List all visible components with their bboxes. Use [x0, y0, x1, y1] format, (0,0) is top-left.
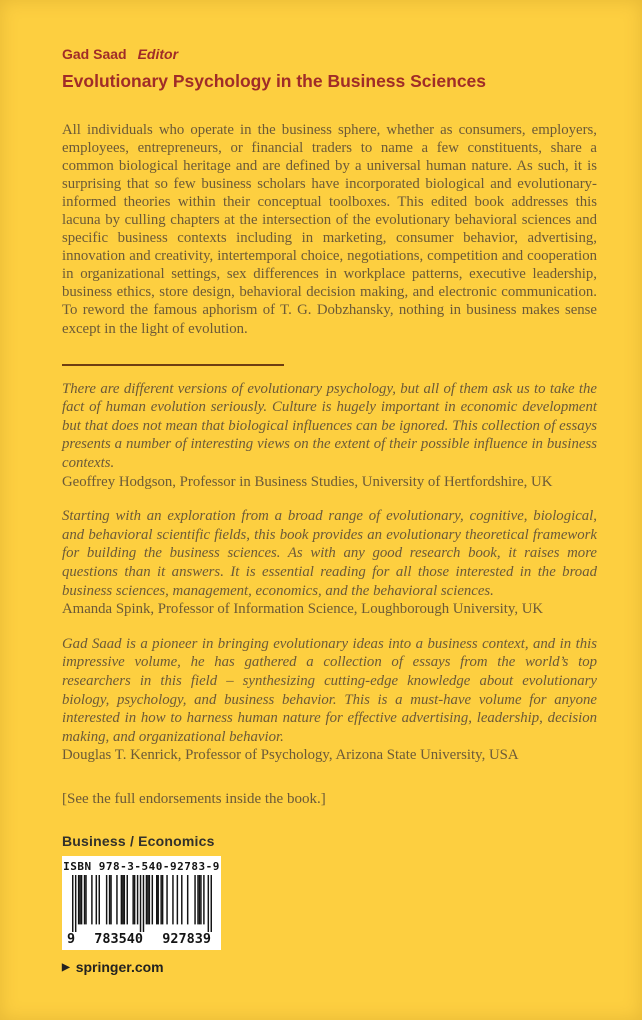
author-name: Gad Saad: [62, 46, 127, 62]
endorsement-attribution: Amanda Spink, Professor of Information Science, Loughborough University, UK: [62, 601, 544, 618]
endorsement-kenrick: [62, 635, 597, 765]
publisher-url: springer.com: [75, 959, 164, 975]
book-description: All individuals who operate in the business sphere, whether as consumers, employers, employees, entrepreneurs, or financial traders to name a few constituents, share a common biological heritage and are defined by a universal human nature. As such, it is surprising that so few business scholars have incorporated biological and evolutionary-informed theories within their conceptual toolboxes. This edited book addresses this lacuna by culling chapters at the intersection of the evolutionary behavioral sciences and specific business contexts including in marketing, consumer behavior, advertising, innovation and creativity, intertemporal choice, negotiations, competition and cooperation in organizational settings, sex differences in workplace patterns, executive leadership, business ethics, store design, behavioral decision making, and electronic communication. To reword the famous aphorism of T. G. Dobzhansky, nothing in business makes sense except in the light of evolution.: [62, 121, 597, 337]
arrow-right-icon: ▶: [62, 961, 70, 973]
endorsement-attribution: Douglas T. Kenrick, Professor of Psychology, Arizona State University, USA: [62, 747, 519, 764]
endorsement-spink: [62, 507, 597, 619]
barcode-digit-prefix: 9: [67, 931, 76, 947]
isbn-barcode: [62, 856, 221, 950]
editor-label: Editor: [137, 46, 179, 62]
endorsement-quote: There are different versions of evolutionary psychology, but all of them ask us to take the fact of human evolution seriously. Culture is hugely important in economic development but that does not mean that biological influences can be ignored. This collection of essays presents a number of interesting views on the extent of their possible influence in business contexts.: [62, 380, 597, 472]
full-endorsements-note: [See the full endorsements inside the book.]: [62, 790, 326, 807]
endorsement-hodgson: [62, 380, 597, 492]
publisher-line: [62, 959, 221, 975]
barcode-digit-group2: 927839: [162, 931, 211, 947]
barcode-digits: [62, 931, 221, 947]
isbn-label: ISBN 978-3-540-92783-9: [63, 860, 220, 873]
category-label: Business / Economics: [62, 833, 215, 849]
endorsement-quote: Gad Saad is a pioneer in bringing evolutionary ideas into a business context, and in this impressive volume, he has gathered a collection of essays from the world’s top researchers in this field – synthesizing cutting-edge knowledge about evolutionary biology, psychology, and business behavior. This is a must-have volume for anyone interested in how to harness human nature for effective advertising, leadership, decision making, and organizational behavior.: [62, 635, 597, 745]
endorsement-quote: Starting with an exploration from a broad range of evolutionary, cognitive, biological, and behavioral scientific fields, this book provides an evolutionary theoretical framework for building the business sciences. As with any good research book, it raises more questions than it answers. It is essential reading for all those interested in the broad business sciences, management, economics, and the behavioral sciences.: [62, 508, 597, 599]
divider-rule: [62, 364, 284, 366]
book-title: Evolutionary Psychology in the Business Sciences: [62, 71, 487, 92]
footer-block: [62, 833, 221, 975]
author-line: [62, 47, 597, 62]
endorsement-attribution: Geoffrey Hodgson, Professor in Business Studies, University of Hertfordshire, UK: [62, 473, 553, 490]
barcode-digit-group1: 783540: [94, 931, 144, 947]
barcode-bars: [62, 875, 221, 932]
